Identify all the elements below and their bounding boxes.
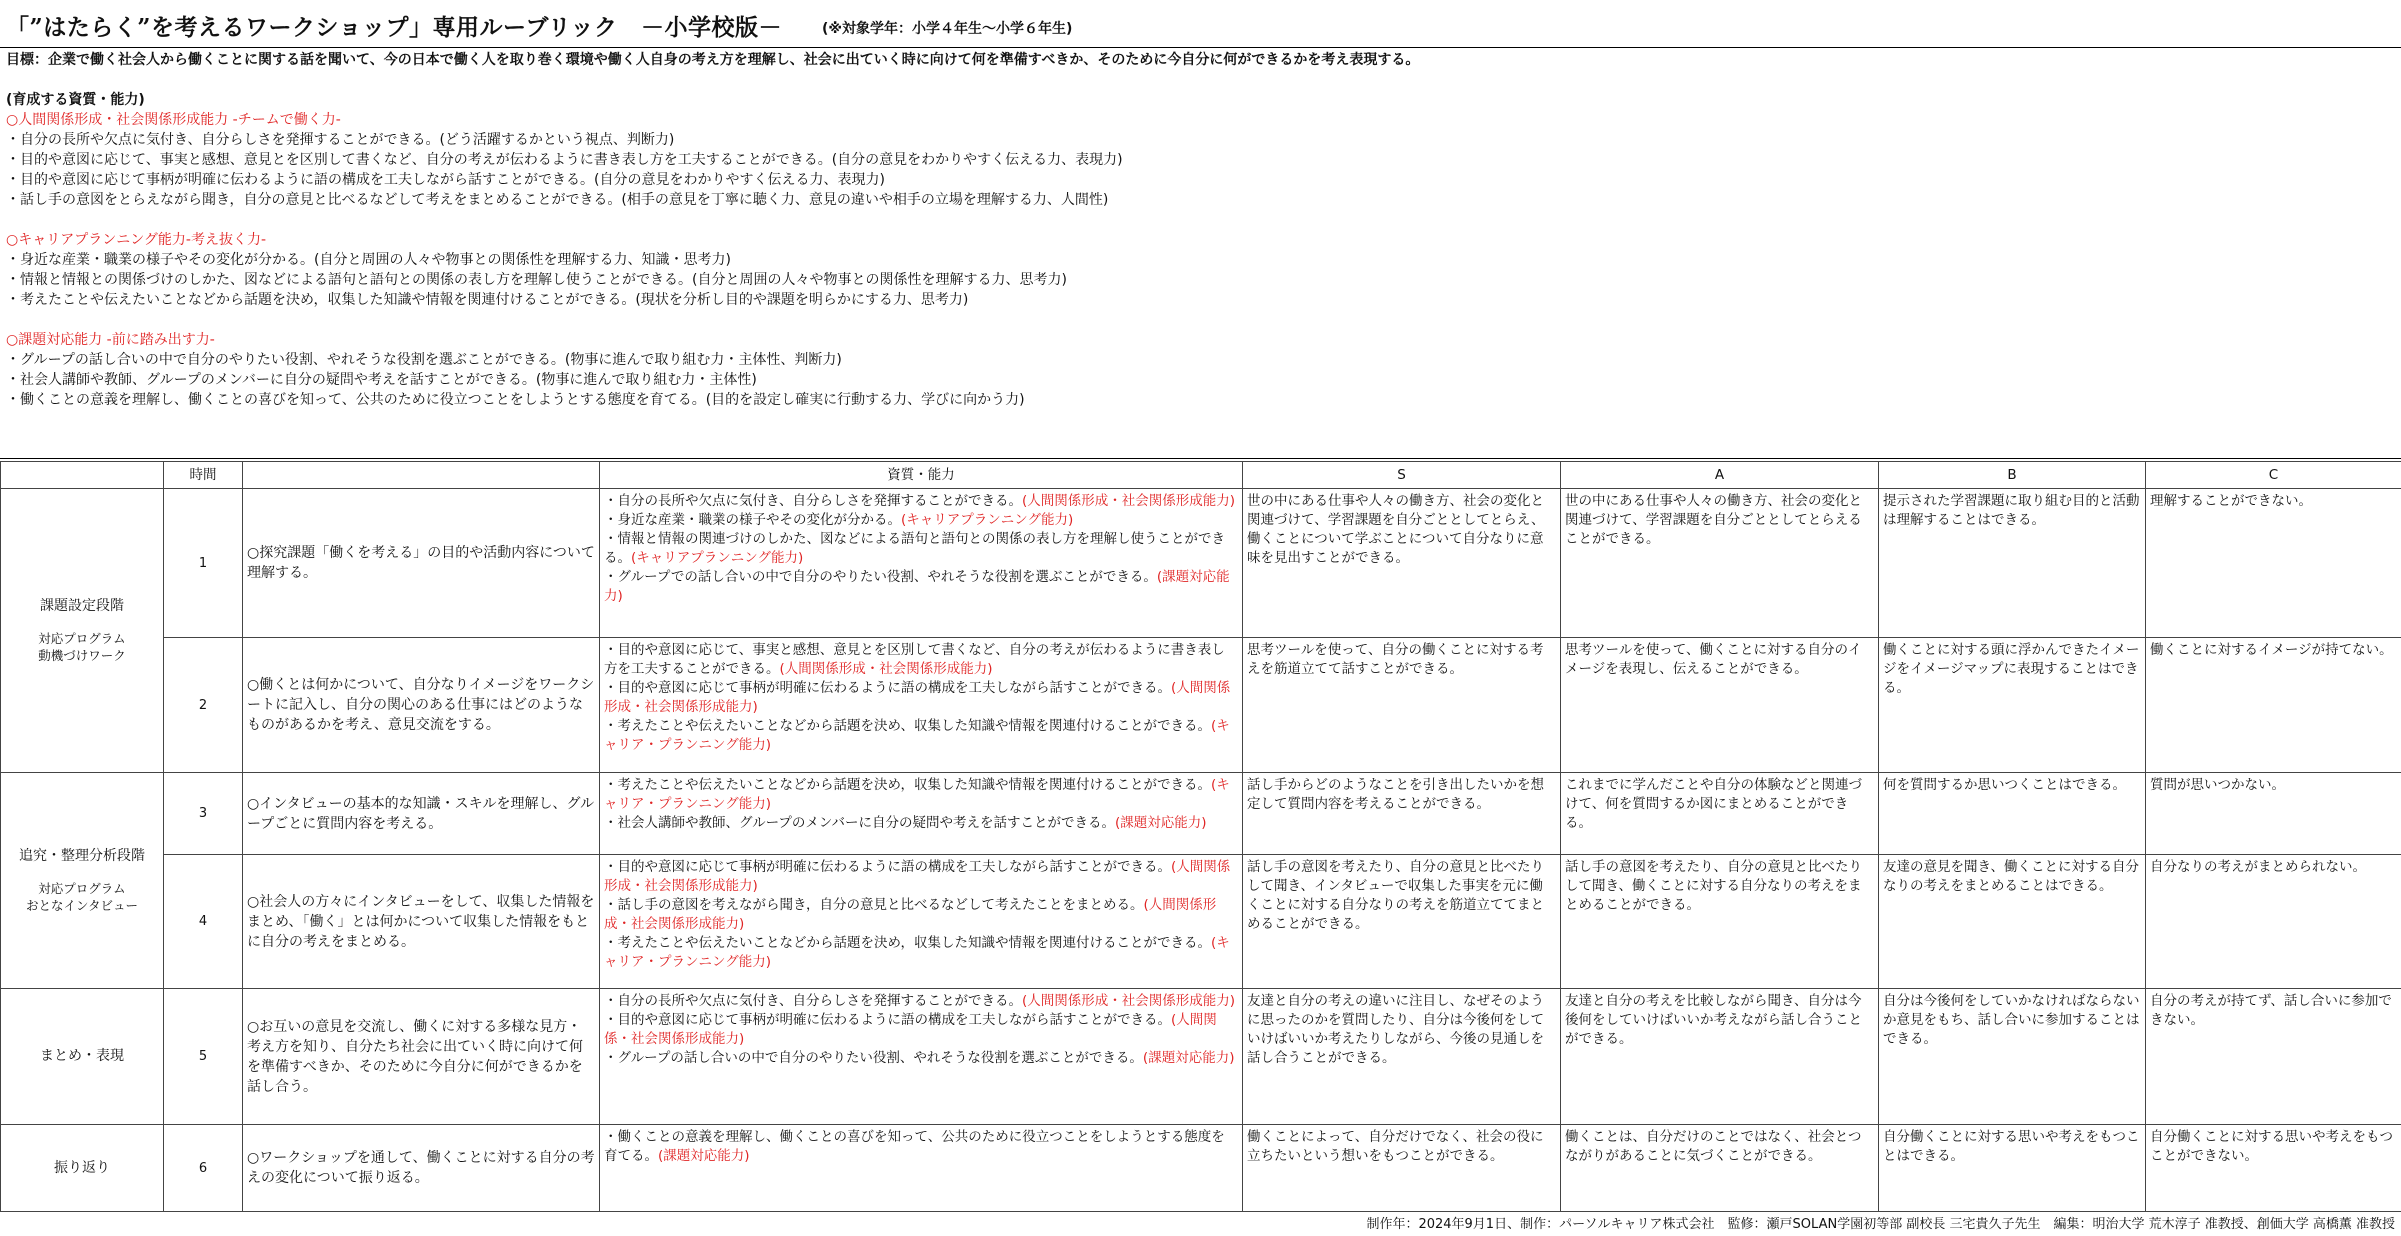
session-number: 3 [164, 773, 243, 855]
competency-cell: ・目的や意図に応じて、事実と感想、意見とを区別して書くなど、自分の考えが伝わるように書き表し方を工夫することができる。(人間関係形成・社会関係形成能力) ・目的や意図に応じて事柄が明確に伝わるように語の構成を工夫しながら話すことができる。(人間関係形成・社会関係形成能力) ・考えたことや伝えたいことなどから話題を決め、収集した知識や情報を関連付けることができる。(キャリア・プランニング能力) [600, 638, 1243, 773]
competency-item: ・考えたことや伝えたいことなどから話題を決め，収集した知識や情報を関連付けることができる。(現状を分析し目的や課題を明らかにする力、思考力) [6, 292, 969, 308]
competency-item: ・情報と情報との関係づけのしかた、図などによる語句と語句との関係の表し方を理解し使うことができる。(自分と周囲の人々や物事との関係性を理解する力、思考力) [6, 272, 1067, 288]
session-number: 2 [164, 638, 243, 773]
stage-sub: 対応プログラム [38, 631, 126, 646]
level-s-cell: 働くことによって、自分だけでなく、社会の役に立ちたいという想いをもつことができる。 [1243, 1125, 1561, 1212]
stage-cell [1, 989, 164, 1125]
stage-label: 振り返り [54, 1159, 110, 1176]
competency-tag: (課題対応能力) [604, 569, 1230, 604]
competency-cell: ・目的や意図に応じて事柄が明確に伝わるように語の構成を工夫しながら話すことができる。(人間関係形成・社会関係形成能力) ・話し手の意図を考えながら聞き，自分の意見と比べるなどして考えたことをまとめる。(人間関係形成・社会関係形成能力) ・考えたことや伝えたいことなどから話題を決め，収集した知識や情報を関連付けることができる。(キャリア・プランニング能力) [600, 855, 1243, 989]
competency-tag: (キャリアプランニング能力) [631, 550, 804, 566]
competency-tag: (課題対応能力) [1142, 1050, 1235, 1066]
target-grade-note: (※対象学年：小学４年生～小学６年生) [822, 21, 1073, 37]
session-number: 5 [164, 989, 243, 1125]
rubric-header-row [1, 462, 2401, 489]
competency-item: ・社会人講師や教師、グループのメンバーに自分の疑問や考えを話すことができる。(物事に進んで取り組む力・主体性) [6, 372, 757, 388]
level-b-cell: 働くことに対する頭に浮かんできたイメージをイメージマップに表現することはできる。 [1879, 638, 2146, 773]
competency-tag: (人間関係形成・社会関係形成能力) [604, 680, 1231, 715]
level-a-cell: 思考ツールを使って、働くことに対する自分のイメージを表現し、伝えることができる。 [1561, 638, 1879, 773]
competency-item: ・目的や意図に応じて事柄が明確に伝わるように語の構成を工夫しながら話すことができる。(自分の意見をわかりやすく伝える力、表現力) [6, 172, 885, 188]
level-a-cell: 友達と自分の考えを比較しながら聞き、自分は今後何をしていけばいいか考えながら話し合うことができる。 [1561, 989, 1879, 1125]
top-divider [0, 47, 2401, 48]
level-b-cell: 自分は今後何をしていかなければならないか意見をもち、話し合いに参加することはできる。 [1879, 989, 2146, 1125]
objectives-section [6, 50, 2394, 410]
header-stage [1, 462, 164, 489]
session-number: 1 [164, 489, 243, 638]
level-s-cell: 友達と自分の考えの違いに注目し、なぜそのように思ったのかを質問したり、自分は今後何をしていけばいいか考えたりしながら、今後の見通しを話し合うことができる。 [1243, 989, 1561, 1125]
activity-cell: ○探究課題「働くを考える」の目的や活動内容について理解する。 [243, 489, 600, 638]
level-a-cell: これまでに学んだことや自分の体験などと関連づけて、何を質問するか図にまとめることができる。 [1561, 773, 1879, 855]
level-a-cell: 働くことは、自分だけのことではなく、社会とつながりがあることに気づくことができる。 [1561, 1125, 1879, 1212]
credits-footer: 制作年：2024年9月1日、制作：パーソルキャリア株式会社 監修：瀬戸SOLAN学園初等部 副校長 三宅貴久子先生 編集：明治大学 荒木淳子 准教授、創価大学 高橋薫 准教授 [1366, 1217, 2395, 1232]
stage-sub: 対応プログラム [38, 881, 126, 896]
table-row [1, 773, 2401, 855]
competency-tag: (人間関係形成・社会関係形成能力) [604, 859, 1231, 894]
level-b-cell: 友達の意見を聞き、働くことに対する自分なりの考えをまとめることはできる。 [1879, 855, 2146, 989]
level-a-cell: 世の中にある仕事や人々の働き方、社会の変化と関連づけて、学習課題を自分ごととしてとらえることができる。 [1561, 489, 1879, 638]
competencies-heading: (育成する資質・能力) [6, 92, 145, 108]
rubric-table [0, 461, 2401, 1212]
stage-sub: 動機づけワーク [38, 648, 126, 663]
level-c-cell: 働くことに対するイメージが持てない。 [2146, 638, 2401, 773]
goal-text: 目標：企業で働く社会人から働くことに関する話を聞いて、今の日本で働く人を取り巻く環境や働く人自身の考え方を理解し、社会に出ていく時に向けて何を準備すべきか、そのために今自分に何ができるかを考え表現する。 [6, 52, 1420, 68]
level-b-cell: 提示された学習課題に取り組む目的と活動は理解することはできる。 [1879, 489, 2146, 638]
table-row [1, 1125, 2401, 1212]
level-b-cell: 自分働くことに対する思いや考えをもつことはできる。 [1879, 1125, 2146, 1212]
competency-tag: (課題対応能力) [1114, 815, 1207, 831]
competency-item: ・身近な産業・職業の様子やその変化が分かる。(自分と周囲の人々や物事との関係性を理解する力、知識・思考力) [6, 252, 731, 268]
competency-cell: ・働くことの意義を理解し、働くことの喜びを知って、公共のために役立つことをしようとする態度を育てる。(課題対応能力) [600, 1125, 1243, 1212]
competency-tag: (人間関係形成・社会関係形成能力) [604, 897, 1217, 932]
table-row [1, 855, 2401, 989]
activity-cell: ○インタビューの基本的な知識・スキルを理解し、グループごとに質問内容を考える。 [243, 773, 600, 855]
activity-cell: ○社会人の方々にインタビューをして、収集した情報をまとめ、「働く」とは何かについて収集した情報をもとに自分の考えをまとめる。 [243, 855, 600, 989]
competency-tag: (人間関係形成・社会関係形成能力) [779, 661, 993, 677]
session-number: 6 [164, 1125, 243, 1212]
header-time: 時間 [164, 462, 243, 489]
competency-item: ・自分の長所や欠点に気付き、自分らしさを発揮することができる。(どう活躍するかという視点、判断力) [6, 132, 675, 148]
activity-cell: ○ワークショップを通して、働くことに対する自分の考えの変化について振り返る。 [243, 1125, 600, 1212]
competency-cell: ・自分の長所や欠点に気付き、自分らしさを発揮することができる。(人間関係形成・社会関係形成能力) ・身近な産業・職業の様子やその変化が分かる。(キャリアプランニング能力) ・情報と情報の関連づけのしかた、図などによる語句と語句との関係の表し方を理解し使うことができる。(キャリアプランニング能力) ・グループでの話し合いの中で自分のやりたい役割、やれそうな役割を選ぶことができる。(課題対応能力) [600, 489, 1243, 638]
header-activity [243, 462, 600, 489]
mid-divider [0, 458, 2401, 459]
competency-tag: (キャリア・プランニング能力) [604, 718, 1230, 753]
stage-cell [1, 773, 164, 989]
header-level-s: S [1243, 462, 1561, 489]
title-row [6, 4, 1072, 46]
competency-item: ・目的や意図に応じて、事実と感想、意見とを区別して書くなど、自分の考えが伝わるように書き表し方を工夫することができる。(自分の意見をわかりやすく伝える力、表現力) [6, 152, 1123, 168]
level-b-cell: 何を質問するか思いつくことはできる。 [1879, 773, 2146, 855]
header-competency: 資質・能力 [600, 462, 1243, 489]
level-c-cell: 自分なりの考えがまとめられない。 [2146, 855, 2401, 989]
competency-group-heading: ○人間関係形成・社会関係形成能力 -チームで働く力- [6, 112, 341, 128]
stage-sub: おとなインタビュー [25, 898, 138, 913]
stage-label: まとめ・表現 [40, 1048, 124, 1064]
session-number: 4 [164, 855, 243, 989]
competency-item: ・働くことの意義を理解し、働くことの喜びを知って、公共のために役立つことをしようとする態度を育てる。(目的を設定し確実に行動する力、学びに向かう力) [6, 392, 1025, 408]
competency-item: ・グループの話し合いの中で自分のやりたい役割、やれそうな役割を選ぶことができる。(物事に進んで取り組む力・主体性、判断力) [6, 352, 842, 368]
activity-cell: ○働くとは何かについて、自分なりイメージをワークシートに記入し、自分の関心のある仕事にはどのようなものがあるかを考え、意見交流をする。 [243, 638, 600, 773]
competency-item: ・話し手の意図をとらえながら聞き，自分の意見と比べるなどして考えをまとめることができる。(相手の意見を丁寧に聴く力、意見の違いや相手の立場を理解する力、人間性) [6, 192, 1109, 208]
competency-group-heading: ○課題対応能力 -前に踏み出す力- [6, 332, 215, 348]
competency-tag: (人間関係形成・社会関係形成能力) [1021, 493, 1236, 509]
competency-tag: (キャリア・プランニング能力) [604, 777, 1230, 812]
stage-label: 課題設定段階 [40, 598, 124, 614]
competency-tag: (課題対応能力) [658, 1148, 750, 1164]
competency-tag: (人間関係形成・社会関係形成能力) [1021, 993, 1236, 1009]
header-level-c: C [2146, 462, 2401, 489]
competency-tag: (キャリア・プランニング能力) [604, 935, 1230, 970]
level-s-cell: 話し手の意図を考えたり、自分の意見と比べたりして聞き、インタビューで収集した事実を元に働くことに対する自分なりの考えを筋道立ててまとめることができる。 [1243, 855, 1561, 989]
table-row [1, 489, 2401, 638]
level-c-cell: 質問が思いつかない。 [2146, 773, 2401, 855]
level-a-cell: 話し手の意図を考えたり、自分の意見と比べたりして聞き、働くことに対する自分なりの考えをまとめることができる。 [1561, 855, 1879, 989]
competency-cell: ・自分の長所や欠点に気付き、自分らしさを発揮することができる。(人間関係形成・社会関係形成能力) ・目的や意図に応じて事柄が明確に伝わるように語の構成を工夫しながら話すことができる。(人間関係・社会関係形成能力) ・グループの話し合いの中で自分のやりたい役割、やれそうな役割を選ぶことができる。(課題対応能力) [600, 989, 1243, 1125]
competency-group-heading: ○キャリアプランニング能力-考え抜く力- [6, 232, 267, 248]
level-c-cell: 理解することができない。 [2146, 489, 2401, 638]
competency-cell: ・考えたことや伝えたいことなどから話題を決め，収集した知識や情報を関連付けることができる。(キャリア・プランニング能力) ・社会人講師や教師、グループのメンバーに自分の疑問や考えを話すことができる。(課題対応能力) [600, 773, 1243, 855]
stage-label: 追究・整理分析段階 [19, 848, 145, 864]
level-s-cell: 世の中にある仕事や人々の働き方、社会の変化と関連づけて、学習課題を自分ごととしてとらえ、働くことについて学ぶことについて自分なりに意味を見出すことができる。 [1243, 489, 1561, 638]
competency-tag: (人間関係・社会関係形成能力) [604, 1012, 1217, 1047]
competency-tag: (キャリアプランニング能力) [901, 512, 1074, 528]
page-title: 「”はたらく”を考えるワークショップ」専用ルーブリック －小学校版－ [6, 13, 783, 41]
header-level-b: B [1879, 462, 2146, 489]
level-c-cell: 自分の考えが持てず、話し合いに参加できない。 [2146, 989, 2401, 1125]
stage-cell [1, 489, 164, 773]
activity-cell: ○お互いの意見を交流し、働くに対する多様な見方・考え方を知り、自分たち社会に出ていく時に向けて何を準備すべきか、そのために今自分に何ができるかを話し合う。 [243, 989, 600, 1125]
stage-cell [1, 1125, 164, 1212]
header-level-a: A [1561, 462, 1879, 489]
table-row [1, 638, 2401, 773]
level-s-cell: 話し手からどのようなことを引き出したいかを想定して質問内容を考えることができる。 [1243, 773, 1561, 855]
table-row [1, 989, 2401, 1125]
level-s-cell: 思考ツールを使って、自分の働くことに対する考えを筋道立てて話すことができる。 [1243, 638, 1561, 773]
level-c-cell: 自分働くことに対する思いや考えをもつことができない。 [2146, 1125, 2401, 1212]
